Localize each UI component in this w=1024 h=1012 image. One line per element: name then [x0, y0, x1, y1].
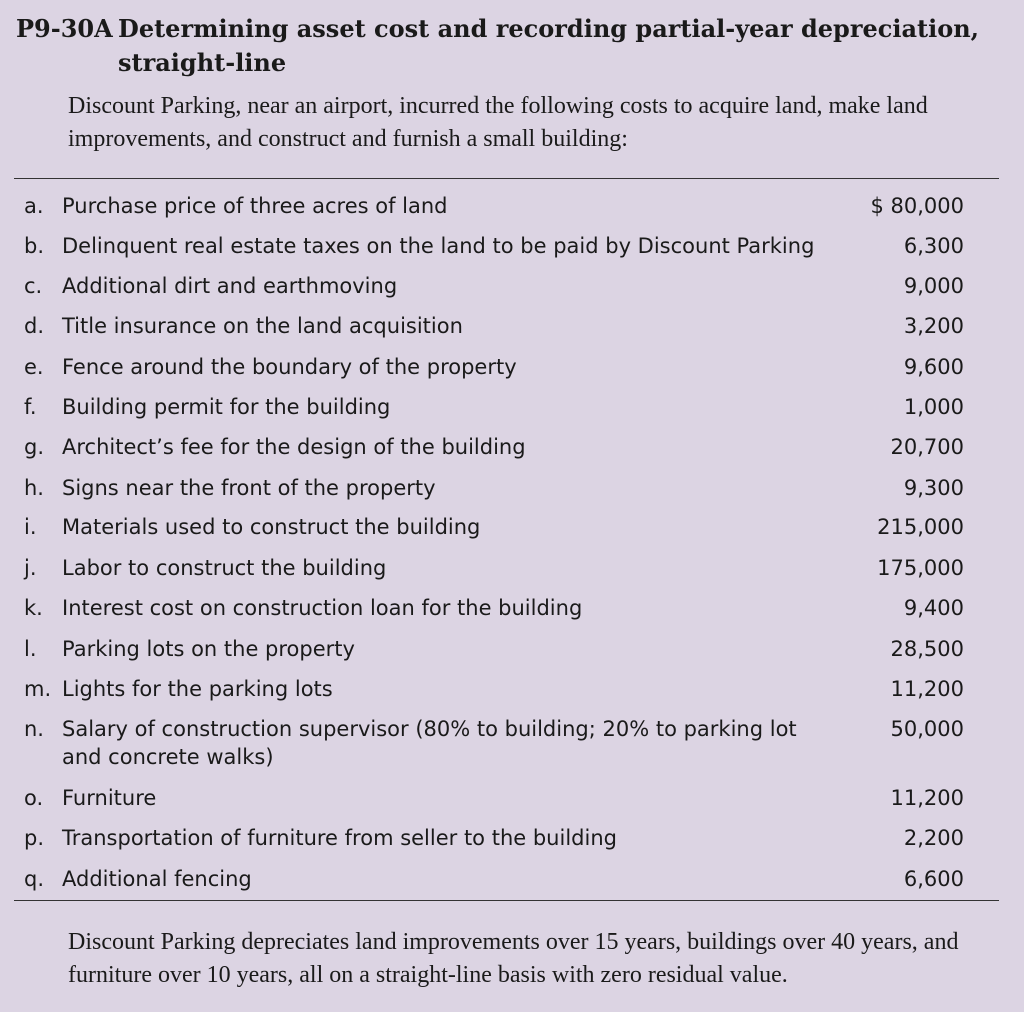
item-amount: 9,300 — [903, 476, 964, 500]
item-description: Transportation of furniture from seller to the building — [62, 826, 617, 850]
item-amount: 11,200 — [890, 786, 964, 810]
item-description: Architect’s fee for the design of the building — [62, 435, 526, 459]
item-description: Lights for the parking lots — [62, 677, 333, 701]
item-letter: f. — [24, 395, 37, 419]
item-amount: 9,000 — [903, 274, 964, 298]
item-description: Parking lots on the property — [62, 637, 355, 661]
closing-paragraph: Discount Parking depreciates land improvements over 15 years, buildings over 40 years, and furniture over 10 years, all on a straight-line basis with zero residual value. — [68, 929, 959, 988]
item-letter: j. — [24, 556, 37, 580]
item-description: Purchase price of three acres of land — [62, 194, 448, 218]
item-amount: 3,200 — [903, 314, 964, 338]
item-letter: o. — [24, 786, 44, 810]
item-letter: l. — [24, 637, 37, 661]
item-description: Additional dirt and earthmoving — [62, 274, 398, 298]
item-amount: $ 80,000 — [870, 194, 964, 218]
problem-title-line1: Determining asset cost and recording partial-year depreciation, — [118, 14, 980, 43]
item-letter: n. — [24, 717, 44, 741]
item-amount: 175,000 — [877, 556, 964, 580]
item-description: Furniture — [62, 786, 157, 810]
item-amount: 2,200 — [903, 826, 964, 850]
item-letter: h. — [24, 476, 44, 500]
item-letter: b. — [24, 234, 45, 258]
item-letter: p. — [24, 826, 45, 850]
item-amount: 11,200 — [890, 677, 964, 701]
item-letter: c. — [24, 274, 43, 298]
item-amount: 28,500 — [890, 637, 964, 661]
bottom-divider — [14, 900, 999, 901]
item-amount: 9,600 — [903, 355, 964, 379]
item-letter: a. — [24, 194, 44, 218]
item-letter: q. — [24, 867, 45, 891]
problem-heading — [16, 12, 1006, 80]
item-description: Interest cost on construction loan for the building — [62, 596, 583, 620]
problem-number: P9-30A — [16, 14, 113, 43]
top-divider — [14, 178, 999, 179]
item-letter: d. — [24, 314, 45, 338]
item-description: Building permit for the building — [62, 395, 391, 419]
item-amount: 6,600 — [903, 867, 964, 891]
item-description: Title insurance on the land acquisition — [62, 314, 463, 338]
item-description: Delinquent real estate taxes on the land to be paid by Discount Parking — [62, 234, 815, 258]
item-amount: 50,000 — [890, 717, 964, 741]
item-letter: e. — [24, 355, 44, 379]
item-amount: 1,000 — [903, 395, 964, 419]
item-letter: m. — [24, 677, 52, 701]
item-amount: 215,000 — [877, 515, 964, 539]
item-description: Signs near the front of the property — [62, 476, 436, 500]
item-description: Fence around the boundary of the property — [62, 355, 517, 379]
item-amount: 6,300 — [903, 234, 964, 258]
item-letter: k. — [24, 596, 43, 620]
item-description: Salary of construction supervisor (80% to building; 20% to parking lot and concrete walks) — [62, 717, 797, 769]
problem-title-line2: straight-line — [118, 48, 287, 77]
item-description: Materials used to construct the building — [62, 515, 481, 539]
intro-paragraph: Discount Parking, near an airport, incurred the following costs to acquire land, make land improvements, and construct and furnish a small building: — [68, 93, 928, 152]
item-letter: i. — [24, 515, 37, 539]
item-amount: 9,400 — [903, 596, 964, 620]
item-letter: g. — [24, 435, 45, 459]
item-amount: 20,700 — [890, 435, 964, 459]
item-description: Labor to construct the building — [62, 556, 387, 580]
item-description: Additional fencing — [62, 867, 252, 891]
